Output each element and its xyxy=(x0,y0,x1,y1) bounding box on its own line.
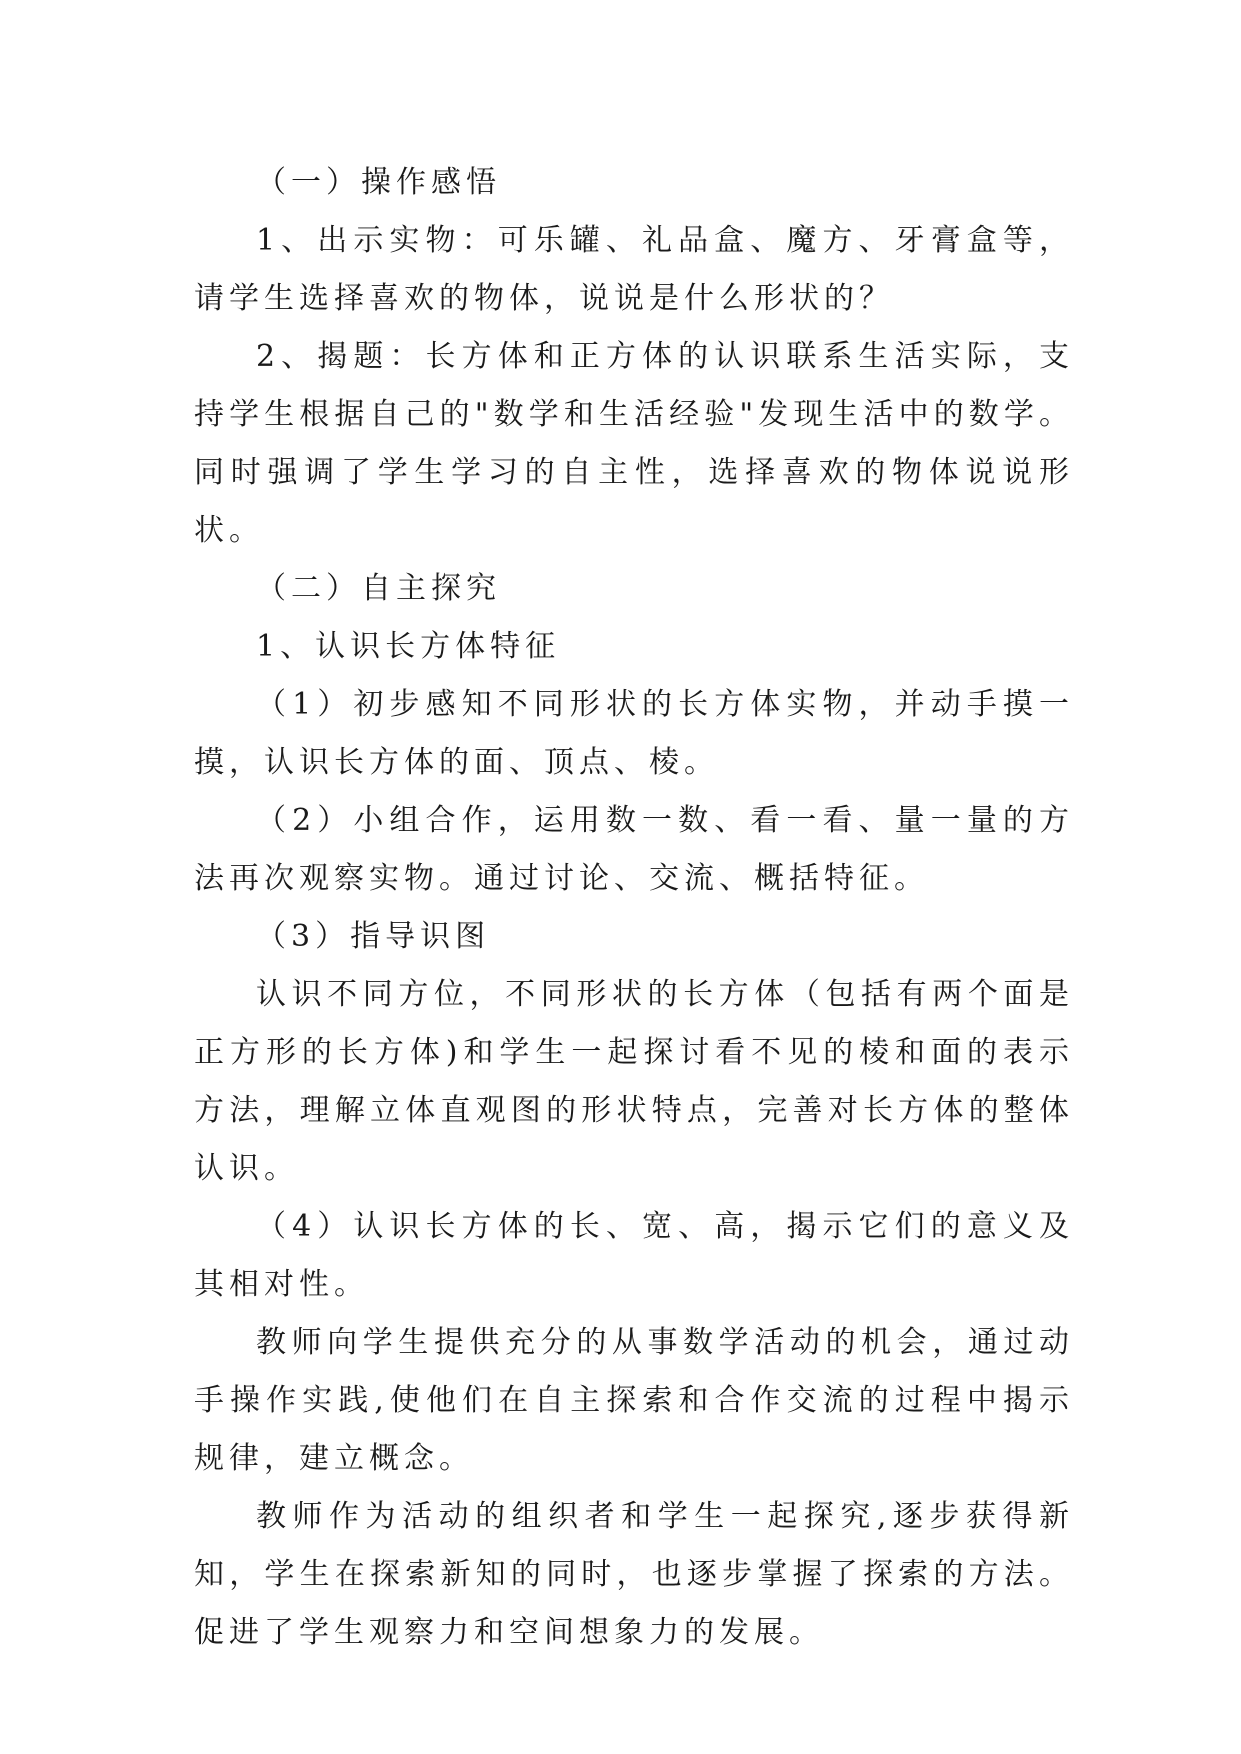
paragraph-reveal-topic: 2、揭题：长方体和正方体的认识联系生活实际，支持学生根据自己的"数学和生活经验"发现生活中的数学。同时强调了学生学习的自主性，选择喜欢的物体说说形状。 xyxy=(194,339,1074,548)
paragraph-show-objects: 1、出示实物：可乐罐、礼品盒、魔方、牙膏盒等，请学生选择喜欢的物体，说说是什么形状的？ xyxy=(194,223,1074,316)
paragraph-step-2: （2）小组合作，运用数一数、看一看、量一量的方法再次观察实物。通过讨论、交流、概括特征。 xyxy=(194,803,1074,896)
section-heading-2: （二）自主探究 xyxy=(256,571,501,606)
paragraph-teacher-opportunity: 教师向学生提供充分的从事数学活动的机会，通过动手操作实践,使他们在自主探索和合作交流的过程中揭示规律，建立概念。 xyxy=(194,1325,1074,1476)
paragraph-step-4: （4）认识长方体的长、宽、高，揭示它们的意义及其相对性。 xyxy=(194,1209,1074,1302)
subsection-heading-cuboid-features: 1、认识长方体特征 xyxy=(256,629,561,664)
paragraph-identify-diagram: 认识不同方位，不同形状的长方体（包括有两个面是正方形的长方体)和学生一起探讨看不见的棱和面的表示方法，理解立体直观图的形状特点，完善对长方体的整体认识。 xyxy=(194,977,1074,1186)
document-body xyxy=(194,154,1074,1662)
paragraph-teacher-organizer: 教师作为活动的组织者和学生一起探究,逐步获得新知，学生在探索新知的同时，也逐步掌握了探索的方法。促进了学生观察力和空间想象力的发展。 xyxy=(194,1499,1074,1650)
paragraph-step-1: （1）初步感知不同形状的长方体实物，并动手摸一摸，认识长方体的面、顶点、棱。 xyxy=(194,687,1074,780)
section-heading-1: （一）操作感悟 xyxy=(256,165,501,200)
paragraph-step-3-heading: （3）指导识图 xyxy=(256,919,491,954)
